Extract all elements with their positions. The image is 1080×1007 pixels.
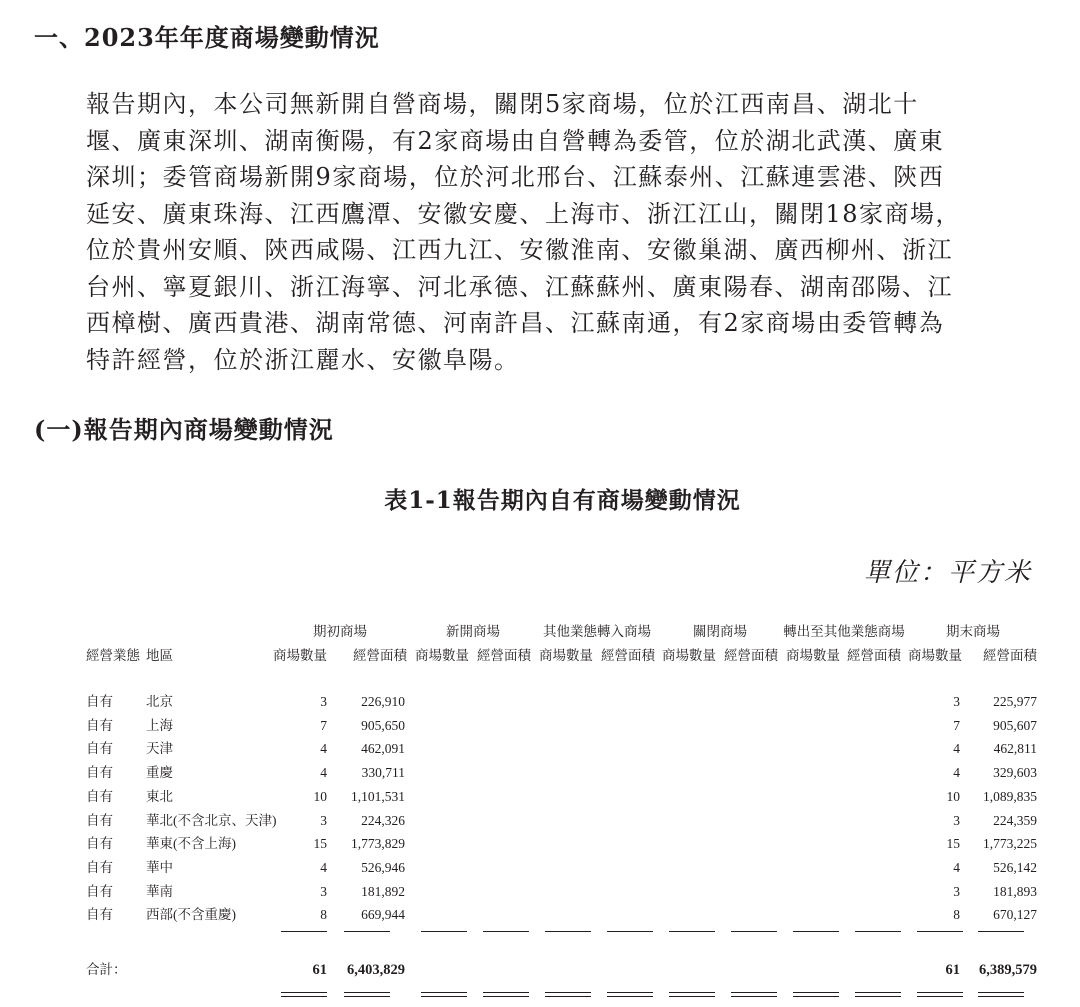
paragraph-line: 西樟樹、廣西貴港、湖南常德、河南許昌、江蘇南通，有2家商場由委管轉為	[86, 309, 945, 337]
row-value: 526,946	[361, 859, 405, 875]
row-value: 526,142	[993, 859, 1037, 875]
total-double-rule	[731, 992, 777, 997]
group-header: 其他業態轉入商場	[543, 624, 651, 639]
row-value: 3	[320, 812, 327, 828]
column-header: 商場數量	[662, 648, 716, 663]
row-region: 天津	[146, 741, 173, 757]
total-double-rule	[344, 992, 390, 997]
subtotal-rule	[344, 931, 390, 932]
row-value: 225,977	[993, 694, 1037, 709]
total-value: 61	[312, 962, 327, 978]
total-double-rule	[421, 992, 467, 997]
row-region: 西部(不含重慶)	[146, 907, 236, 923]
row-value: 462,811	[993, 741, 1037, 757]
subtotal-rule	[793, 931, 839, 932]
row-business: 自有	[86, 907, 113, 923]
row-business: 自有	[86, 812, 113, 828]
paragraph-line: 特許經營，位於浙江麗水、安徽阜陽。	[86, 345, 520, 374]
row-region: 東北	[146, 788, 173, 804]
group-header: 關閉商場	[693, 624, 747, 639]
group-header: 期末商場	[946, 624, 1000, 639]
subsection-heading: (一)報告期內商場變動情況	[34, 415, 334, 444]
subtotal-rule	[545, 931, 591, 932]
row-region: 華中	[146, 859, 173, 875]
column-header-region: 地區	[146, 648, 173, 663]
column-header: 商場數量	[539, 648, 593, 663]
row-value: 4	[320, 859, 327, 875]
group-header: 新開商場	[446, 624, 500, 639]
total-value: 6,389,579	[979, 962, 1037, 978]
row-value: 181,893	[993, 883, 1037, 899]
row-value: 1,773,225	[983, 836, 1037, 852]
total-value: 6,403,829	[347, 962, 405, 978]
subtotal-rule	[917, 931, 963, 932]
row-value: 4	[320, 741, 327, 757]
table-unit: 單位：平方米	[863, 558, 1032, 588]
subtotal-rule	[731, 931, 777, 932]
row-value: 226,910	[361, 694, 405, 709]
row-value: 329,603	[993, 765, 1037, 781]
row-value: 330,711	[361, 765, 405, 781]
row-value: 3	[953, 883, 960, 899]
row-value: 10	[313, 788, 327, 804]
row-value: 670,127	[993, 907, 1037, 923]
row-region: 華南	[146, 883, 173, 899]
row-region: 上海	[146, 717, 173, 733]
row-value: 1,773,829	[351, 836, 405, 852]
column-header: 經營面積	[477, 648, 531, 663]
row-value: 669,944	[361, 907, 405, 923]
total-double-rule	[917, 992, 963, 997]
row-value: 181,892	[361, 883, 405, 899]
subtotal-rule	[281, 931, 327, 932]
paragraph-line: 深圳；委管商場新開9家商場，位於河北邢台、江蘇泰州、江蘇連雲港、陝西	[86, 163, 945, 191]
row-value: 3	[953, 812, 960, 828]
column-header: 商場數量	[273, 648, 327, 663]
paragraph-line: 位於貴州安順、陝西咸陽、江西九江、安徽淮南、安徽巢湖、廣西柳州、浙江	[86, 236, 953, 264]
row-business: 自有	[86, 765, 113, 781]
total-double-rule	[793, 992, 839, 997]
row-value: 1,101,531	[351, 788, 405, 804]
row-value: 8	[320, 907, 327, 923]
row-region: 華北(不含北京、天津)	[146, 812, 277, 828]
row-value: 15	[946, 836, 960, 852]
row-value: 15	[313, 836, 327, 852]
column-header: 經營面積	[601, 648, 655, 663]
paragraph-line: 報告期內，本公司無新開自營商場，關閉5家商場，位於江西南昌、湖北十	[86, 90, 919, 118]
total-value: 61	[945, 962, 960, 978]
row-value: 4	[953, 741, 960, 757]
row-value: 4	[320, 765, 327, 781]
row-value: 7	[320, 717, 327, 733]
row-business: 自有	[86, 788, 113, 804]
group-header: 期初商場	[313, 624, 367, 639]
group-header: 轉出至其他業態商場	[783, 624, 905, 639]
total-label: 合計：	[86, 962, 127, 977]
row-value: 224,326	[361, 812, 405, 828]
total-double-rule	[607, 992, 653, 997]
total-double-rule	[855, 992, 901, 997]
row-value: 224,359	[993, 812, 1037, 828]
row-business: 自有	[86, 717, 113, 733]
row-value: 905,607	[993, 717, 1037, 733]
column-header: 商場數量	[908, 648, 962, 663]
row-region: 北京	[146, 694, 173, 709]
row-business: 自有	[86, 741, 113, 757]
row-value: 4	[953, 859, 960, 875]
row-region: 華東(不含上海)	[146, 836, 236, 852]
row-value: 7	[953, 717, 960, 733]
row-region: 重慶	[146, 765, 173, 781]
column-header: 經營面積	[353, 648, 407, 663]
row-value: 3	[320, 883, 327, 899]
row-value: 3	[953, 694, 960, 709]
subtotal-rule	[421, 931, 467, 932]
subtotal-rule	[978, 931, 1024, 932]
subtotal-rule	[669, 931, 715, 932]
total-double-rule	[978, 992, 1024, 997]
column-header: 經營面積	[983, 648, 1037, 663]
total-double-rule	[669, 992, 715, 997]
paragraph-line: 延安、廣東珠海、江西鷹潭、安徽安慶、上海市、浙江江山，關閉18家商場，	[86, 199, 962, 228]
row-business: 自有	[86, 694, 113, 709]
paragraph-line: 堰、廣東深圳、湖南衡陽，有2家商場由自營轉為委管，位於湖北武漢、廣東	[86, 126, 945, 155]
row-business: 自有	[86, 883, 113, 899]
row-value: 4	[953, 765, 960, 781]
row-value: 8	[953, 907, 960, 923]
row-value: 3	[320, 694, 327, 709]
subtotal-rule	[607, 931, 653, 932]
column-header: 經營面積	[724, 648, 778, 663]
row-value: 462,091	[361, 741, 405, 757]
total-double-rule	[281, 992, 327, 997]
table-title: 表1-1報告期內自有商場變動情況	[384, 487, 741, 514]
subtotal-rule	[483, 931, 529, 932]
section-heading: 一、2023年年度商場變動情況	[34, 23, 380, 52]
column-header: 商場數量	[415, 648, 469, 663]
column-header-business: 經營業態	[86, 648, 140, 663]
row-value: 905,650	[361, 717, 405, 733]
row-business: 自有	[86, 836, 113, 852]
paragraph-line: 台州、寧夏銀川、浙江海寧、河北承德、江蘇蘇州、廣東陽春、湖南邵陽、江	[86, 272, 953, 301]
column-header: 經營面積	[847, 648, 901, 663]
row-value: 10	[946, 788, 960, 804]
subtotal-rule	[855, 931, 901, 932]
row-value: 1,089,835	[983, 788, 1037, 804]
column-header: 商場數量	[786, 648, 840, 663]
total-double-rule	[545, 992, 591, 997]
total-double-rule	[483, 992, 529, 997]
row-business: 自有	[86, 859, 113, 875]
